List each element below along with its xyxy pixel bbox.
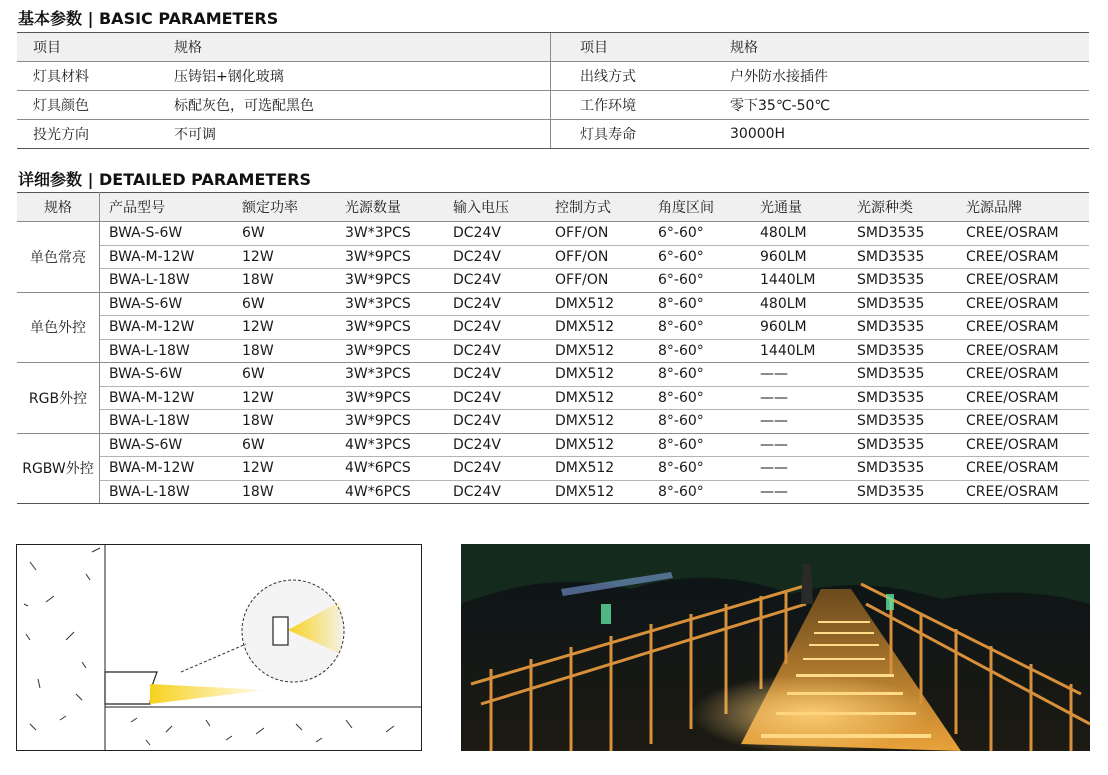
table-cell: DC24V bbox=[444, 245, 546, 269]
basic-item: 工作环境 bbox=[551, 91, 731, 120]
table-cell: DC24V bbox=[444, 410, 546, 434]
table-cell: SMD3535 bbox=[848, 433, 957, 457]
table-cell: 4W*6PCS bbox=[336, 457, 444, 481]
basic-spec: 标配灰色，可选配黑色 bbox=[174, 91, 551, 120]
table-cell: 8°-60° bbox=[649, 480, 751, 504]
table-cell: CREE/OSRAM bbox=[957, 386, 1089, 410]
table-row bbox=[17, 245, 1089, 269]
table-cell: CREE/OSRAM bbox=[957, 457, 1089, 481]
table-cell: 1440LM bbox=[751, 269, 848, 293]
table-cell: BWA-S-6W bbox=[100, 222, 234, 246]
table-cell: BWA-S-6W bbox=[100, 292, 234, 316]
table-cell: BWA-M-12W bbox=[100, 245, 234, 269]
basic-item: 出线方式 bbox=[551, 62, 731, 91]
table-cell: 3W*3PCS bbox=[336, 222, 444, 246]
table-cell: CREE/OSRAM bbox=[957, 433, 1089, 457]
application-photo bbox=[461, 544, 1090, 751]
table-row bbox=[17, 222, 1089, 246]
basic-item: 灯具寿命 bbox=[551, 120, 731, 149]
basic-spec: 30000H bbox=[730, 120, 1089, 149]
table-cell: OFF/ON bbox=[546, 245, 649, 269]
table-cell: 3W*9PCS bbox=[336, 245, 444, 269]
table-cell: DMX512 bbox=[546, 433, 649, 457]
table-row bbox=[17, 91, 1089, 120]
table-cell: DMX512 bbox=[546, 457, 649, 481]
detail-header-cell: 角度区间 bbox=[649, 193, 751, 222]
detailed-parameters-title: 详细参数 | DETAILED PARAMETERS bbox=[18, 170, 312, 189]
table-cell: CREE/OSRAM bbox=[957, 269, 1089, 293]
detail-header-cell: 额定功率 bbox=[233, 193, 336, 222]
table-cell: DC24V bbox=[444, 339, 546, 363]
table-cell: DC24V bbox=[444, 269, 546, 293]
table-row bbox=[17, 292, 1089, 316]
table-cell: BWA-L-18W bbox=[100, 480, 234, 504]
table-cell: 6°-60° bbox=[649, 222, 751, 246]
basic-spec: 户外防水接插件 bbox=[730, 62, 1089, 91]
table-cell: —— bbox=[751, 480, 848, 504]
basic-spec: 零下35℃-50℃ bbox=[730, 91, 1089, 120]
detail-header-cell: 光源种类 bbox=[848, 193, 957, 222]
table-cell: 4W*6PCS bbox=[336, 480, 444, 504]
table-cell: 18W bbox=[233, 410, 336, 434]
basic-spec: 压铸铝+钢化玻璃 bbox=[174, 62, 551, 91]
table-cell: 8°-60° bbox=[649, 410, 751, 434]
table-cell: DMX512 bbox=[546, 480, 649, 504]
table-cell: SMD3535 bbox=[848, 457, 957, 481]
table-cell: 8°-60° bbox=[649, 433, 751, 457]
detail-header-cell: 输入电压 bbox=[444, 193, 546, 222]
table-cell: DMX512 bbox=[546, 386, 649, 410]
table-cell: DMX512 bbox=[546, 292, 649, 316]
table-cell: BWA-L-18W bbox=[100, 339, 234, 363]
diagram-frame bbox=[17, 545, 422, 751]
green-post-light bbox=[601, 604, 611, 624]
table-row bbox=[17, 480, 1089, 504]
table-cell: 6W bbox=[233, 222, 336, 246]
table-cell: 18W bbox=[233, 339, 336, 363]
table-cell: SMD3535 bbox=[848, 245, 957, 269]
table-row bbox=[17, 339, 1089, 363]
table-cell: —— bbox=[751, 433, 848, 457]
table-cell: 8°-60° bbox=[649, 386, 751, 410]
table-cell: —— bbox=[751, 410, 848, 434]
table-cell: 18W bbox=[233, 269, 336, 293]
table-cell: 6°-60° bbox=[649, 245, 751, 269]
table-cell: DC24V bbox=[444, 386, 546, 410]
table-cell: 6°-60° bbox=[649, 269, 751, 293]
table-row bbox=[17, 269, 1089, 293]
table-cell: OFF/ON bbox=[546, 222, 649, 246]
table-cell: CREE/OSRAM bbox=[957, 339, 1089, 363]
fixture-icon bbox=[273, 617, 288, 645]
detail-header-cell: 光通量 bbox=[751, 193, 848, 222]
floor-glow bbox=[691, 674, 931, 751]
basic-header-spec: 规格 bbox=[174, 33, 551, 62]
table-cell: BWA-S-6W bbox=[100, 433, 234, 457]
table-cell: SMD3535 bbox=[848, 339, 957, 363]
table-cell: CREE/OSRAM bbox=[957, 363, 1089, 387]
basic-header-row bbox=[17, 33, 1089, 62]
table-cell: DC24V bbox=[444, 292, 546, 316]
table-cell: 12W bbox=[233, 386, 336, 410]
table-cell: SMD3535 bbox=[848, 410, 957, 434]
detail-header-row bbox=[17, 193, 1089, 222]
table-row bbox=[17, 433, 1089, 457]
table-cell: 960LM bbox=[751, 245, 848, 269]
green-post-light bbox=[886, 594, 894, 610]
basic-parameters-table bbox=[17, 32, 1089, 149]
table-cell: DC24V bbox=[444, 363, 546, 387]
table-cell: —— bbox=[751, 363, 848, 387]
detail-header-cell: 规格 bbox=[17, 193, 100, 222]
table-cell: SMD3535 bbox=[848, 386, 957, 410]
table-cell: 12W bbox=[233, 316, 336, 340]
table-cell: 960LM bbox=[751, 316, 848, 340]
table-cell: SMD3535 bbox=[848, 292, 957, 316]
basic-spec: 不可调 bbox=[174, 120, 551, 149]
table-cell: 3W*9PCS bbox=[336, 410, 444, 434]
table-cell: —— bbox=[751, 386, 848, 410]
table-cell: 6W bbox=[233, 292, 336, 316]
table-cell: 4W*3PCS bbox=[336, 433, 444, 457]
table-cell: BWA-M-12W bbox=[100, 386, 234, 410]
table-row bbox=[17, 386, 1089, 410]
basic-item: 灯具颜色 bbox=[17, 91, 174, 120]
table-cell: DMX512 bbox=[546, 339, 649, 363]
basic-header-item: 项目 bbox=[551, 33, 731, 62]
table-cell: 1440LM bbox=[751, 339, 848, 363]
detailed-parameters-table bbox=[17, 192, 1089, 504]
table-cell: SMD3535 bbox=[848, 222, 957, 246]
table-cell: 12W bbox=[233, 457, 336, 481]
table-cell: 12W bbox=[233, 245, 336, 269]
table-cell: 8°-60° bbox=[649, 339, 751, 363]
table-cell: DC24V bbox=[444, 480, 546, 504]
table-cell: CREE/OSRAM bbox=[957, 245, 1089, 269]
basic-header-item: 项目 bbox=[17, 33, 174, 62]
table-cell: DMX512 bbox=[546, 316, 649, 340]
installation-diagram bbox=[16, 544, 422, 751]
table-cell: 6W bbox=[233, 363, 336, 387]
detail-header-cell: 产品型号 bbox=[100, 193, 234, 222]
table-cell: SMD3535 bbox=[848, 269, 957, 293]
table-cell: DC24V bbox=[444, 433, 546, 457]
basic-parameters-title: 基本参数 | BASIC PARAMETERS bbox=[18, 9, 279, 28]
detail-header-cell: 光源品牌 bbox=[957, 193, 1089, 222]
table-row bbox=[17, 120, 1089, 149]
table-cell: BWA-M-12W bbox=[100, 316, 234, 340]
detail-header-cell: 控制方式 bbox=[546, 193, 649, 222]
table-cell: DC24V bbox=[444, 457, 546, 481]
table-cell: 3W*3PCS bbox=[336, 292, 444, 316]
spec-group-label: 单色常亮 bbox=[17, 222, 100, 293]
basic-item: 投光方向 bbox=[17, 120, 174, 149]
table-cell: 6W bbox=[233, 433, 336, 457]
table-cell: BWA-M-12W bbox=[100, 457, 234, 481]
table-cell: DC24V bbox=[444, 222, 546, 246]
table-cell: DC24V bbox=[444, 316, 546, 340]
table-cell: CREE/OSRAM bbox=[957, 222, 1089, 246]
table-row bbox=[17, 363, 1089, 387]
basic-header-spec: 规格 bbox=[730, 33, 1089, 62]
table-cell: 8°-60° bbox=[649, 292, 751, 316]
table-cell: 480LM bbox=[751, 222, 848, 246]
detail-header-cell: 光源数量 bbox=[336, 193, 444, 222]
table-cell: 18W bbox=[233, 480, 336, 504]
table-cell: BWA-L-18W bbox=[100, 269, 234, 293]
step-nosing bbox=[105, 672, 157, 704]
table-row bbox=[17, 410, 1089, 434]
table-cell: OFF/ON bbox=[546, 269, 649, 293]
table-cell: 3W*9PCS bbox=[336, 339, 444, 363]
table-cell: DMX512 bbox=[546, 410, 649, 434]
pedestrian-silhouette bbox=[801, 564, 813, 604]
table-cell: 3W*9PCS bbox=[336, 269, 444, 293]
table-cell: 8°-60° bbox=[649, 457, 751, 481]
table-cell: CREE/OSRAM bbox=[957, 480, 1089, 504]
table-row bbox=[17, 316, 1089, 340]
table-row bbox=[17, 62, 1089, 91]
table-cell: BWA-L-18W bbox=[100, 410, 234, 434]
basic-item: 灯具材料 bbox=[17, 62, 174, 91]
table-cell: 3W*9PCS bbox=[336, 316, 444, 340]
table-cell: 8°-60° bbox=[649, 363, 751, 387]
table-row bbox=[17, 457, 1089, 481]
table-cell: 3W*3PCS bbox=[336, 363, 444, 387]
table-cell: —— bbox=[751, 457, 848, 481]
table-cell: DMX512 bbox=[546, 363, 649, 387]
spec-group-label: RGB外控 bbox=[17, 363, 100, 434]
spec-group-label: 单色外控 bbox=[17, 292, 100, 363]
table-cell: CREE/OSRAM bbox=[957, 410, 1089, 434]
table-cell: 3W*9PCS bbox=[336, 386, 444, 410]
table-cell: CREE/OSRAM bbox=[957, 292, 1089, 316]
table-cell: CREE/OSRAM bbox=[957, 316, 1089, 340]
spec-group-label: RGBW外控 bbox=[17, 433, 100, 504]
table-cell: SMD3535 bbox=[848, 316, 957, 340]
table-cell: SMD3535 bbox=[848, 363, 957, 387]
table-cell: 480LM bbox=[751, 292, 848, 316]
table-cell: BWA-S-6W bbox=[100, 363, 234, 387]
table-cell: SMD3535 bbox=[848, 480, 957, 504]
table-cell: 8°-60° bbox=[649, 316, 751, 340]
